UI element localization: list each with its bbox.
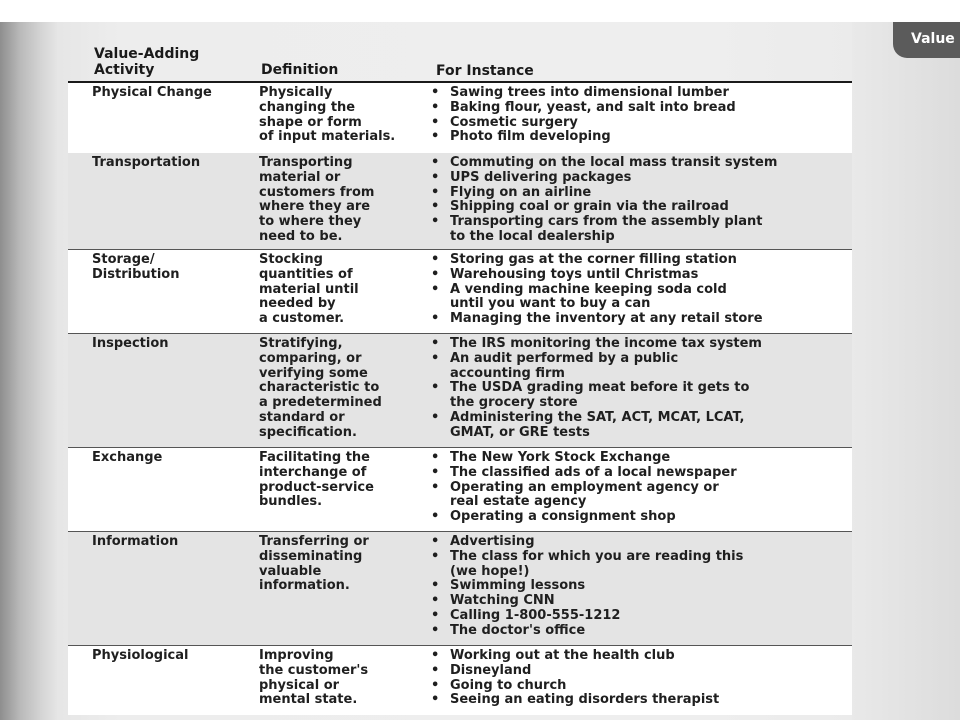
list-item: • An audit performed by a public accounting firm (428, 352, 848, 382)
list-item: • The doctor's office (428, 624, 848, 639)
definition-cell: Improving the customer's physical or mental state. (259, 648, 369, 708)
list-item: • Sawing trees into dimensional lumber (428, 86, 848, 101)
instance-list (428, 649, 848, 708)
list-item: • The IRS monitoring the income tax system (428, 337, 848, 352)
list-item: • Commuting on the local mass transit system (428, 156, 848, 171)
list-item: • Transporting cars from the assembly plant to the local dealership (428, 215, 848, 245)
table-row (68, 645, 852, 715)
table-header (68, 44, 852, 83)
list-item: • Watching CNN (428, 594, 848, 609)
activity-cell: Physiological (92, 648, 189, 663)
list-item: • The New York Stock Exchange (428, 451, 848, 466)
activity-cell: Storage/ Distribution (92, 252, 180, 282)
header-activity: Value-Adding Activity (94, 46, 200, 78)
list-item: • The USDA grading meat before it gets to the grocery store (428, 381, 848, 411)
list-item: • The classified ads of a local newspaper (428, 466, 848, 481)
list-item: • Working out at the health club (428, 649, 848, 664)
instance-list (428, 451, 848, 525)
section-tab-label: Value (911, 31, 955, 47)
instance-list (428, 86, 848, 145)
activity-cell: Inspection (92, 336, 169, 351)
activity-cell: Physical Change (92, 85, 212, 100)
list-item: • Administering the SAT, ACT, MCAT, LCAT, GMAT, or GRE tests (428, 411, 848, 441)
list-item: • Operating a consignment shop (428, 510, 848, 525)
definition-cell: Stocking quantities of material until needed by a customer. (259, 252, 359, 327)
instance-list (428, 253, 848, 327)
list-item: • Storing gas at the corner filling station (428, 253, 848, 268)
table-row (68, 531, 852, 645)
instance-list (428, 535, 848, 639)
definition-cell: Facilitating the interchange of product-service bundles. (259, 450, 374, 510)
list-item: • Operating an employment agency or real estate agency (428, 481, 848, 511)
list-item: • Advertising (428, 535, 848, 550)
table-row (68, 153, 852, 249)
definition-cell: Transporting material or customers from where they are to where they need to be. (259, 155, 375, 244)
list-item: • Managing the inventory at any retail store (428, 312, 848, 327)
top-margin (0, 0, 960, 22)
definition-cell: Transferring or disseminating valuable information. (259, 534, 369, 594)
header-for-instance: For Instance (436, 63, 534, 79)
page-right-margin (852, 22, 960, 720)
list-item: • Seeing an eating disorders therapist (428, 693, 848, 708)
list-item: • UPS delivering packages (428, 171, 848, 186)
section-tab (893, 22, 960, 58)
instance-list (428, 337, 848, 441)
definition-cell: Stratifying, comparing, or verifying some characteristic to a predetermined standard or specification. (259, 336, 382, 440)
list-item: • Going to church (428, 679, 848, 694)
activity-cell: Exchange (92, 450, 163, 465)
list-item: • Cosmetic surgery (428, 116, 848, 131)
list-item: • Calling 1-800-555-1212 (428, 609, 848, 624)
table-row (68, 249, 852, 333)
list-item: • Disneyland (428, 664, 848, 679)
table-row (68, 83, 852, 153)
table-row (68, 447, 852, 531)
list-item: • Shipping coal or grain via the railroad (428, 200, 848, 215)
activity-cell: Information (92, 534, 179, 549)
table-row (68, 333, 852, 447)
list-item: • Photo film developing (428, 130, 848, 145)
list-item: • Swimming lessons (428, 579, 848, 594)
activity-cell: Transportation (92, 155, 201, 170)
list-item: • Baking flour, yeast, and salt into bread (428, 101, 848, 116)
header-definition: Definition (261, 62, 339, 78)
list-item: • A vending machine keeping soda cold until you want to buy a can (428, 283, 848, 313)
list-item: • Flying on an airline (428, 186, 848, 201)
value-adding-table (68, 44, 852, 708)
definition-cell: Physically changing the shape or form of input materials. (259, 85, 396, 145)
list-item: • Warehousing toys until Christmas (428, 268, 848, 283)
list-item: • The class for which you are reading this (we hope!) (428, 550, 848, 580)
instance-list (428, 156, 848, 245)
